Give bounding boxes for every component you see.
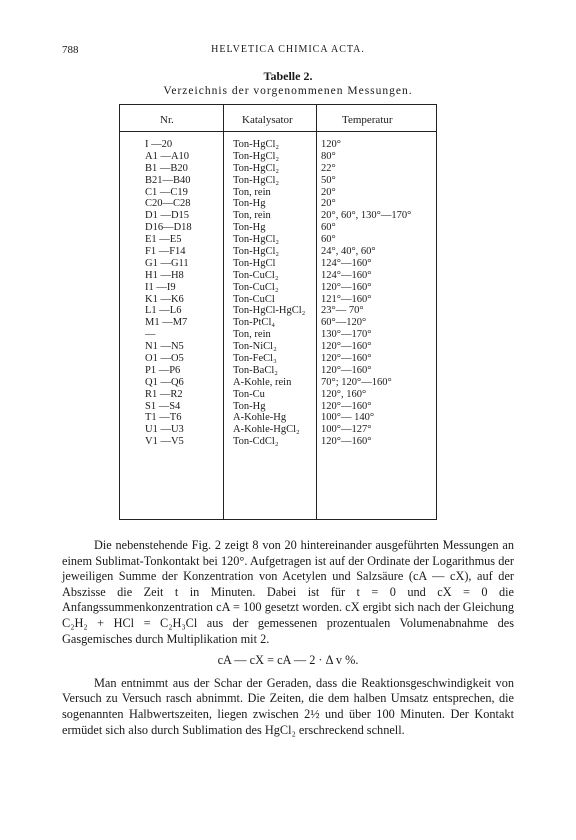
cell-katalysator: Ton-HgCl₂	[233, 246, 280, 258]
page-header	[62, 44, 514, 58]
cell-nr: K1 —K6	[145, 293, 184, 305]
page-number: 788	[62, 44, 79, 56]
table-row	[120, 258, 436, 270]
column-header-temperatur: Temperatur	[342, 114, 393, 126]
cell-nr: S1 —S4	[145, 400, 181, 412]
cell-nr: D1 —D15	[145, 210, 190, 222]
cell-katalysator: Ton-HgCl₂	[233, 139, 280, 150]
paragraph: Man entnimmt aus der Schar der Geraden, dass die Reaktionsgeschwindigkeit von Versuch zu Versuch rasch abnimmt. Die Zeiten, die dem halben Umsatz entsprechen, die sogenannten Halbwertszeiten, liegen zwischen 2½ und über 100 Minuten. Der Kontakt ermüdet sich also durch Sublimation des HgCl₂ erschreckend schnell.	[62, 675, 514, 737]
cell-katalysator: Ton-HgCl₂	[233, 234, 280, 246]
cell-temperatur: 120°—160°	[321, 281, 372, 293]
cell-nr: B1 —B20	[145, 162, 188, 174]
cell-nr: C20—C28	[145, 198, 191, 210]
cell-nr: D16—D18	[145, 222, 192, 234]
paragraph: Die nebenstehende Fig. 2 zeigt 8 von 20 hintereinander ausgeführten Messungen an einem Sublimat-Tonkontakt bei 120°. Aufgetragen ist auf der Ordinate der Logarithmus der jeweiligen Summe der Konzentration von Acetylen und Salzsäure (cA — cX), auf der Abszisse die Zeit t in Minuten. Dabei ist für t = 0 und cX = 0 die Anfangssummenkonzentration cA = 100 gesetzt worden. cX ergibt sich nach der Gleichung C₂H₂ + HCl = C₂H₃Cl aus der gemessenen prozentualen Volumenabnahme des Gasgemisches durch Multiplikation mit 2.	[62, 538, 514, 646]
cell-nr: Q1 —Q6	[145, 376, 184, 388]
cell-nr: A1 —A10	[145, 150, 190, 162]
cell-katalysator: Ton-HgCl-HgCl₂	[233, 305, 306, 317]
running-title: HELVETICA CHIMICA ACTA.	[211, 44, 365, 55]
cell-katalysator: Ton, rein	[233, 186, 271, 198]
cell-katalysator: A-Kohle-Hg	[233, 412, 287, 424]
cell-nr: C1 —C19	[145, 186, 188, 198]
cell-nr: M1 —M7	[145, 317, 188, 329]
cell-nr: O1 —O5	[145, 353, 184, 365]
table-row	[120, 210, 436, 222]
cell-katalysator: Ton-HgCl	[233, 257, 276, 269]
table-row	[120, 246, 436, 258]
table-row	[120, 222, 436, 234]
table-row	[120, 187, 436, 199]
formula: cA — cX = cA — 2 · Δ v %.	[217, 653, 359, 668]
cell-katalysator: Ton-BaCl₂	[233, 364, 278, 376]
cell-temperatur: 50°	[321, 174, 336, 186]
column-header-katalysator: Katalysator	[242, 114, 293, 126]
cell-nr: F1 —F14	[145, 246, 186, 258]
cell-temperatur: 20°, 60°, 130°—170°	[321, 210, 412, 222]
cell-temperatur: 80°	[321, 150, 336, 162]
table-row	[120, 377, 436, 389]
cell-katalysator: Ton-HgCl₂	[233, 162, 280, 174]
table-row	[120, 139, 436, 151]
table-row	[120, 401, 436, 413]
header-rule	[120, 131, 436, 132]
table-row	[120, 412, 436, 424]
table-row	[120, 234, 436, 246]
cell-nr: U1 —U3	[145, 424, 184, 436]
table-row	[120, 424, 436, 436]
cell-nr: T1 —T6	[145, 412, 182, 424]
table-row	[120, 329, 436, 341]
cell-nr: H1 —H8	[145, 269, 184, 281]
cell-katalysator: Ton-HgCl₂	[233, 150, 280, 162]
table-row	[120, 389, 436, 401]
cell-katalysator: Ton-HgCl₂	[233, 174, 280, 186]
cell-temperatur: 130°—170°	[321, 329, 372, 341]
cell-katalysator: Ton-CdCl₂	[233, 436, 279, 448]
cell-temperatur: 60°	[321, 222, 336, 234]
cell-temperatur: 120°—160°	[321, 364, 372, 376]
table-row	[120, 282, 436, 294]
cell-katalysator: Ton-Cu	[233, 388, 265, 400]
table-row	[120, 175, 436, 187]
cell-nr: L1 —L6	[145, 305, 182, 317]
cell-temperatur: 120°, 160°	[321, 388, 367, 400]
table-row	[120, 294, 436, 306]
cell-temperatur: 124°—160°	[321, 257, 372, 269]
table-row	[120, 341, 436, 353]
cell-temperatur: 20°	[321, 198, 336, 210]
column-header-nr: Nr.	[160, 114, 174, 126]
cell-nr: I —20	[145, 139, 173, 150]
table-row	[120, 317, 436, 329]
cell-temperatur: 120°—160°	[321, 341, 372, 353]
cell-katalysator: Ton, rein	[233, 329, 271, 341]
table-row	[120, 353, 436, 365]
cell-temperatur: 120°—160°	[321, 400, 372, 412]
table-title: Tabelle 2.	[263, 69, 313, 83]
cell-temperatur: 120°	[321, 139, 341, 150]
cell-katalysator: Ton-FeCl₃	[233, 353, 277, 365]
table-body	[120, 139, 436, 448]
table-row	[120, 163, 436, 175]
cell-katalysator: Ton, rein	[233, 210, 271, 222]
cell-nr: —	[145, 329, 156, 341]
table-row	[120, 151, 436, 163]
cell-nr: E1 —E5	[145, 234, 182, 246]
cell-temperatur: 120°—160°	[321, 353, 372, 365]
table-row	[120, 270, 436, 282]
cell-temperatur: 23°— 70°	[321, 305, 364, 317]
cell-temperatur: 24°, 40°, 60°	[321, 246, 376, 258]
cell-katalysator: Ton-NiCl₂	[233, 341, 277, 353]
cell-temperatur: 124°—160°	[321, 269, 372, 281]
table-row	[120, 436, 436, 448]
cell-katalysator: Ton-CuCl₂	[233, 269, 279, 281]
cell-katalysator: Ton-CuCl₂	[233, 281, 279, 293]
cell-temperatur: 60°—120°	[321, 317, 367, 329]
cell-temperatur: 60°	[321, 234, 336, 246]
cell-nr: R1 —R2	[145, 388, 183, 400]
table-caption: Verzeichnis der vorgenommenen Messungen.	[163, 85, 413, 97]
cell-nr: I1 —I9	[145, 281, 176, 293]
cell-katalysator: Ton-PtCl₄	[233, 317, 276, 329]
cell-nr: B21—B40	[145, 174, 191, 186]
cell-katalysator: Ton-Hg	[233, 222, 266, 234]
cell-temperatur: 70°; 120°—160°	[321, 376, 392, 388]
cell-nr: P1 —P6	[145, 364, 181, 376]
cell-nr: G1 —G11	[145, 257, 189, 269]
cell-katalysator: A-Kohle, rein	[233, 376, 292, 388]
cell-nr: V1 —V5	[145, 436, 184, 448]
cell-katalysator: Ton-Hg	[233, 400, 266, 412]
table-row	[120, 305, 436, 317]
cell-temperatur: 120°—160°	[321, 436, 372, 448]
cell-katalysator: Ton-Hg	[233, 198, 266, 210]
cell-temperatur: 100°—127°	[321, 424, 372, 436]
body-text	[62, 538, 514, 738]
table-row	[120, 198, 436, 210]
cell-temperatur: 121°—160°	[321, 293, 372, 305]
cell-katalysator: A-Kohle-HgCl₂	[233, 424, 300, 436]
cell-nr: N1 —N5	[145, 341, 184, 353]
cell-katalysator: Ton-CuCl	[233, 293, 275, 305]
cell-temperatur: 100°— 140°	[321, 412, 375, 424]
cell-temperatur: 20°	[321, 186, 336, 198]
measurement-table	[119, 104, 437, 520]
cell-temperatur: 22°	[321, 162, 336, 174]
table-row	[120, 365, 436, 377]
